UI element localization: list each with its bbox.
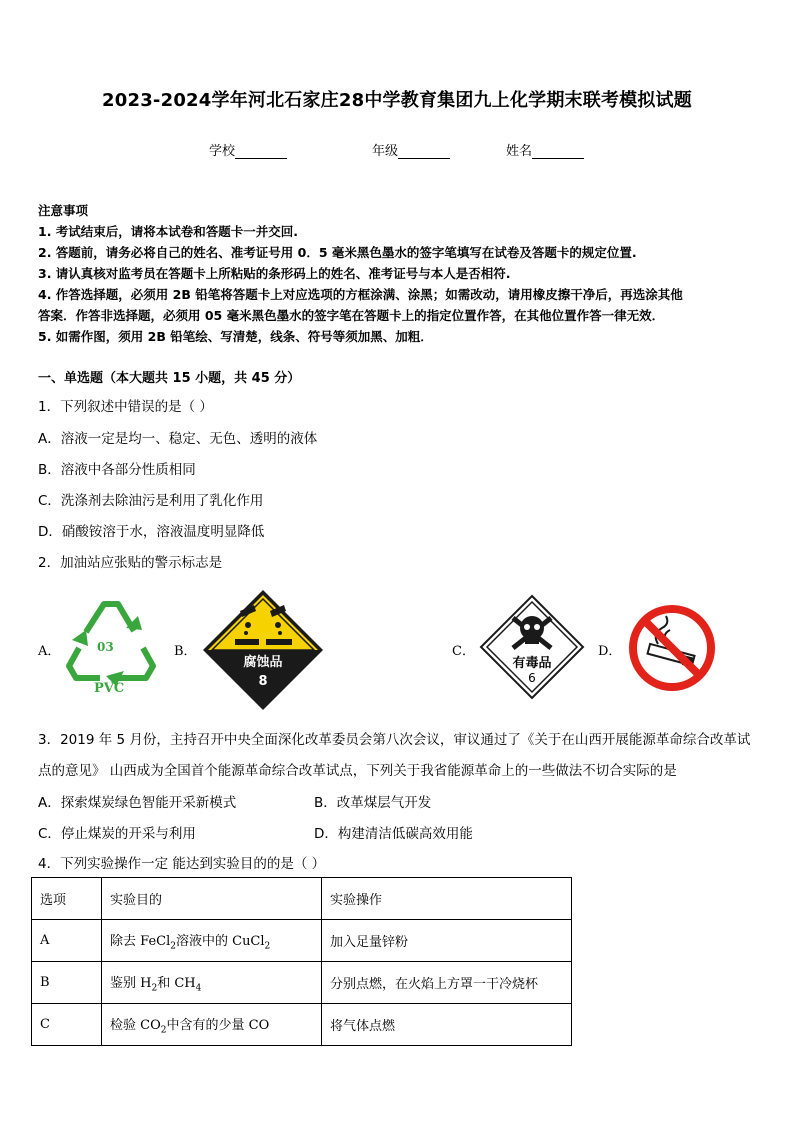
q4-stem: 4．下列实验操作一定 能达到实验目的的是（ ）: [38, 856, 326, 872]
notes-heading: 注意事项: [38, 203, 89, 218]
no-smoking-icon: [628, 604, 716, 692]
q1-option-c[interactable]: C．洗涤剂去除油污是利用了乳化作用: [38, 493, 264, 509]
q3-stem-line1: 3．2019 年 5 月份，主持召开中央全面深化改革委员会第八次会议，审议通过了《关于在山西开展能源革命综合改革试: [38, 732, 751, 748]
table-cell: B: [32, 962, 102, 1004]
table-cell: 鉴别 $H_2$和 $CH_4$: [102, 962, 322, 1004]
header-cell: 实验操作: [322, 878, 572, 920]
recycle-code: 03: [97, 640, 114, 654]
table-cell: 加入足量锌粉: [322, 920, 572, 962]
q3-option-a[interactable]: A．探索煤炭绿色智能开采新模式: [38, 795, 237, 811]
q2-label-a[interactable]: A．: [38, 644, 61, 659]
table-row: [32, 962, 572, 1004]
section-heading: 一、单选题（本大题共 15 小题，共 45 分）: [38, 371, 301, 386]
q2-label-d[interactable]: D．: [598, 644, 622, 659]
note-item: 1. 考试结束后，请将本试卷和答题卡一并交回.: [38, 224, 299, 239]
table-cell: C: [32, 1004, 102, 1046]
q1-option-d[interactable]: D．硝酸铵溶于水，溶液温度明显降低: [38, 524, 265, 540]
grade-label: 年级: [372, 144, 399, 159]
q3-option-d[interactable]: D．构建清洁低碳高效用能: [314, 826, 473, 842]
q1-option-b[interactable]: B．溶液中各部分性质相同: [38, 462, 196, 478]
q4-table: [31, 877, 572, 1046]
corrosive-text: 腐蚀品: [243, 655, 283, 670]
note-item: 4. 作答选择题，必须用 2B 铅笔将答题卡上对应选项的方框涂满、涂黑；如需改动，请用橡皮擦干净后，再选涂其他: [38, 287, 683, 302]
recycle-sign[interactable]: [64, 598, 158, 698]
q3-option-b[interactable]: B．改革煤层气开发: [314, 795, 432, 811]
note-item: 2. 答题前，请务必将自己的姓名、准考证号用 0．5 毫米黑色墨水的签字笔填写在试卷及答题卡的规定位置.: [38, 245, 637, 260]
grade-field[interactable]: [372, 140, 450, 159]
table-cell: 除去 FeCl$_2$溶液中的 CuCl$_2$: [102, 920, 322, 962]
corrosive-icon: [202, 589, 324, 711]
q1-option-a[interactable]: A．溶液一定是均一、稳定、无色、透明的液体: [38, 431, 318, 447]
table-cell: A: [32, 920, 102, 962]
table-cell: 分别点燃，在火焰上方罩一干冷烧杯: [322, 962, 572, 1004]
toxic-sign[interactable]: [479, 594, 585, 700]
name-label: 姓名: [506, 144, 533, 159]
table-cell: 将气体点燃: [322, 1004, 572, 1046]
school-field[interactable]: [209, 140, 287, 159]
toxic-num: 6: [528, 671, 536, 685]
note-item: 5. 如需作图，须用 2B 铅笔绘、写清楚，线条、符号等须加黑、加粗．: [38, 329, 433, 344]
no-smoking-sign[interactable]: [628, 604, 716, 692]
q2-label-b[interactable]: B．: [174, 644, 197, 659]
header-cell: 实验目的: [102, 878, 322, 920]
q1-stem: 1．下列叙述中错误的是（ ）: [38, 399, 213, 415]
corrosive-sign[interactable]: [202, 589, 324, 711]
table-row: [32, 920, 572, 962]
school-label: 学校: [209, 144, 236, 159]
table-row: [32, 1004, 572, 1046]
corrosive-num: 8: [258, 674, 268, 689]
toxic-text: 有毒品: [512, 656, 552, 671]
recycle-text: PVC: [94, 681, 125, 696]
q2-label-c[interactable]: C．: [452, 644, 475, 659]
page-title: 2023-2024学年河北石家庄28中学教育集团九上化学期末联考模拟试题: [102, 90, 692, 111]
q3-stem-line2: 点的意见》 山西成为全国首个能源革命综合改革试点，下列关于我省能源革命上的一些做法不切合实际的是: [38, 763, 677, 779]
table-header-row: [32, 878, 572, 920]
header-cell: 选项: [32, 878, 102, 920]
note-item: 3. 请认真核对监考员在答题卡上所粘贴的条形码上的姓名、准考证号与本人是否相符.: [38, 266, 511, 281]
q3-option-c[interactable]: C．停止煤炭的开采与利用: [38, 826, 196, 842]
name-field[interactable]: [506, 140, 584, 159]
notes: [38, 200, 758, 347]
table-cell: 检验 $CO_2$中含有的少量 CO: [102, 1004, 322, 1046]
note-item: 答案．作答非选择题，必须用 05 毫米黑色墨水的签字笔在答题卡上的指定位置作答，在其他位置作答一律无效．: [38, 308, 665, 323]
q2-stem: 2．加油站应张贴的警示标志是: [38, 555, 223, 571]
